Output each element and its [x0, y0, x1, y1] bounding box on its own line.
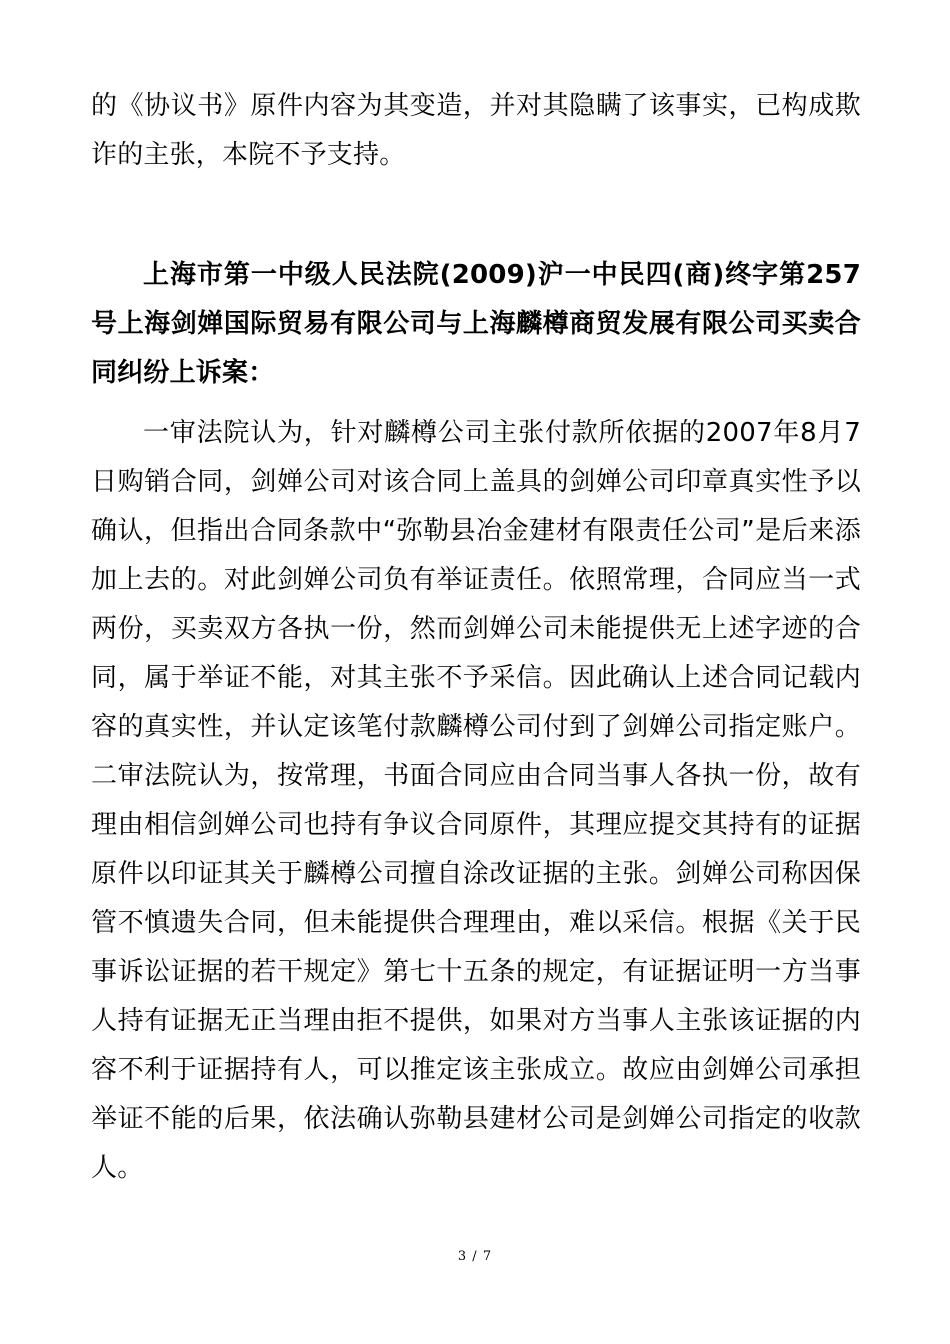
body-paragraph: 一审法院认为，针对麟樽公司主张付款所依据的2007年8月7日购销合同，剑婵公司对该合同上盖具的剑婵公司印章真实性予以确认，但指出合同条款中“弥勒县冶金建材有限责任公司”是后来添加上去的。对此剑婵公司负有举证责任。依照常理，合同应当一式两份，买卖双方各执一份，然而剑婵公司未能提供无上述字迹的合同，属于举证不能，对其主张不予采信。因此确认上述合同记载内容的真实性，并认定该笔付款麟樽公司付到了剑婵公司指定账户。二审法院认为，按常理，书面合同应由合同当事人各执一份，故有理由相信剑婵公司也持有争议合同原件，其理应提交其持有的证据原件以印证其关于麟樽公司擅自涂改证据的主张。剑婵公司称因保管不慎遗失合同，但未能提供合理理由，难以采信。根据《关于民事诉讼证据的若干规定》第七十五条的规定，有证据证明一方当事人持有证据无正当理由拒不提供，如果对方当事人主张该证据的内容不利于证据持有人，可以推定该主张成立。故应由剑婵公司承担举证不能的后果，依法确认弥勒县建材公司是剑婵公司指定的收款人。: [91, 418, 861, 1183]
continued-paragraph: 的《协议书》原件内容为其变造，并对其隐瞒了该事实，已构成欺诈的主张，本院不予支持。: [91, 91, 861, 170]
case-heading: 上海市第一中级人民法院(2009)沪一中民四(商)终字第257号上海剑婵国际贸易有限公司与上海麟樽商贸发展有限公司买卖合同纠纷上诉案：: [91, 260, 861, 388]
page-number: 3 / 7: [457, 1249, 493, 1264]
